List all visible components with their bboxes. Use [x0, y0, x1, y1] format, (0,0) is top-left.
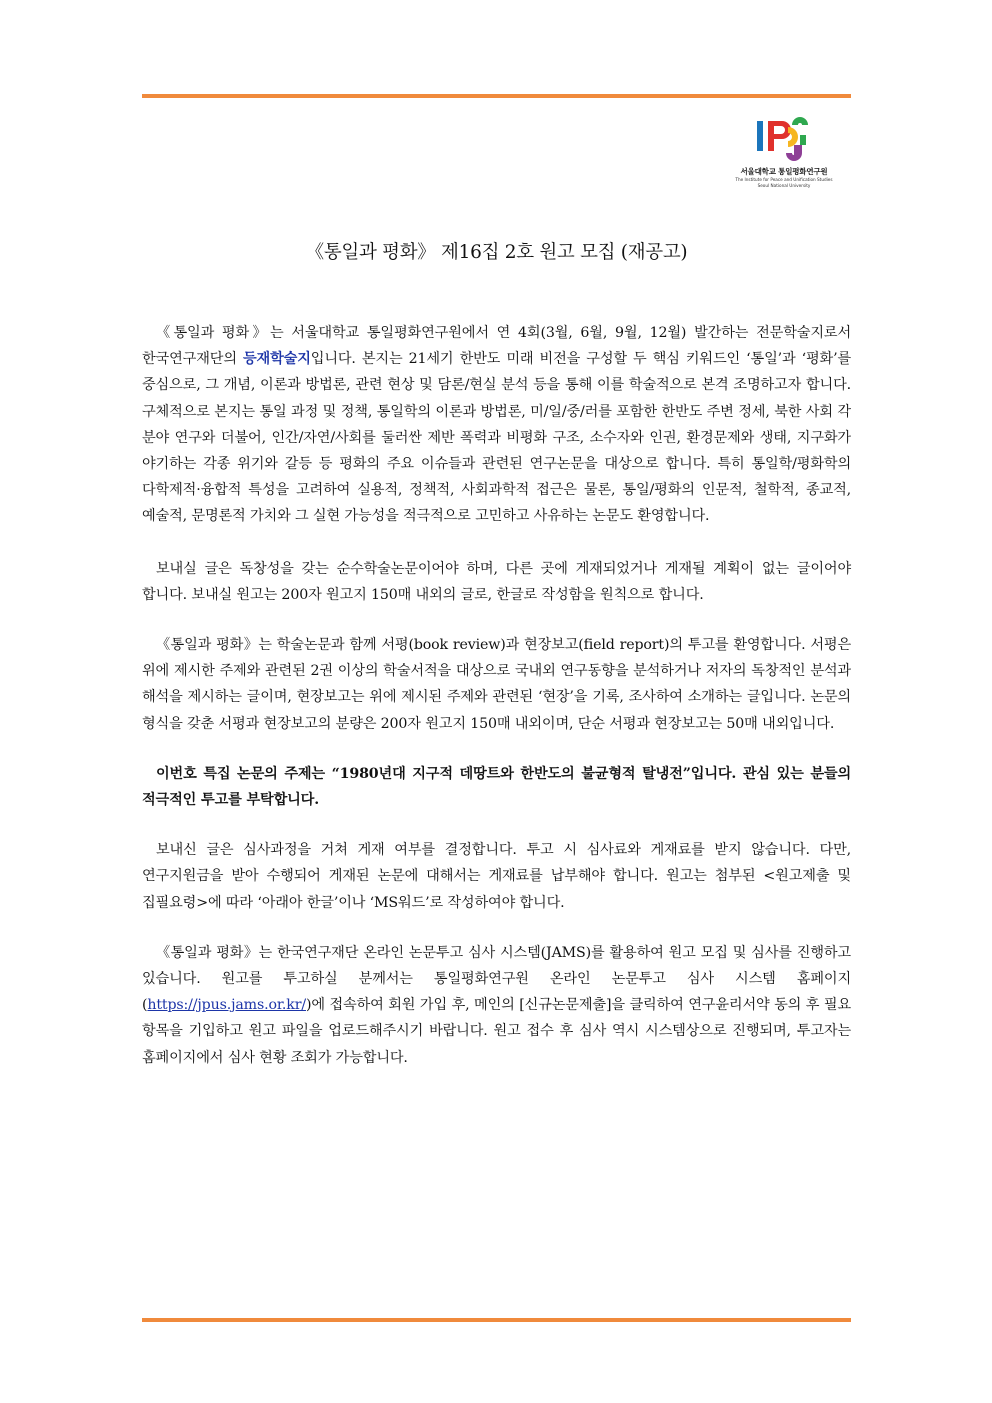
university-name-english: Seoul National University [757, 183, 811, 188]
paragraph-submission-requirements: 보내실 글은 독창성을 갖는 순수학술논문이어야 하며, 다른 곳에 게재되었거나 게재될 계획이 없는 글이어야 합니다. 보내실 원고는 200자 원고지 150매 내외의 글로, 한글로 작성함을 원칙으로 합니다. [142, 560, 851, 603]
paragraph-journal-intro [142, 320, 851, 530]
bottom-divider [142, 1318, 851, 1322]
paragraph-text: 입니다. 본지는 21세기 한반도 미래 비전을 구성할 두 핵심 키워드인 ‘통일’과 ‘평화’를 중심으로, 그 개념, 이론과 방법론, 관련 현상 및 담론/현실 분석 등을 통해 이를 학술적으로 본격 조명하고자 합니다. 구체적으로 본지는 통일 과정 및 정책, 통일학의 이론과 방법론, 미/일/중/러를 포함한 한반도 주변 정세, 북한 사회 각 분야 연구와 더불어, 인간/자연/사회를 둘러싼 제반 폭력과 비평화 구조, 소수자와 인권, 환경문제와 생태, 지구화가 야기하는 각종 위기와 갈등 등 평화의 주요 이슈들과 관련된 연구논문을 대상으로 합니다. 특히 통일학/평화학의 다학제적·융합적 특성을 고려하여 실용적, 정책적, 사회과학적 접근은 물론, 통일/평화의 인문적, 철학적, 종교적, 예술적, 문명론적 가치와 그 실현 가능성을 적극적으로 고민하고 사유하는 논문도 환영합니다. [142, 351, 852, 525]
paragraph-text: 《통일과 평화》는 한국연구재단 온라인 논문투고 심사 시스템(JAMS)를 활용하여 원고 모집 및 심사를 진행하고 있습니다. 원고를 투고하실 분께서는 통일평화연구원 온라인 논문투고 심사 시스템 홈페이지( [142, 944, 851, 1014]
institute-name-english: The Institute for Peace and Unification Studies [735, 177, 833, 182]
ipus-logo-icon [754, 117, 814, 163]
paragraph-reviews-reports: 《통일과 평화》는 학술논문과 함께 서평(book review)과 현장보고(field report)의 투고를 환영합니다. 서평은 위에 제시한 주제와 관련된 2권 이상의 학술서적을 대상으로 국내외 연구동향을 분석하거나 저자의 독창적인 분석과 해석을 제시하는 글이며, 현장보고는 위에 제시된 주제와 관련된 ‘현장’을 기록, 조사하여 소개하는 글입니다. 논문의 형식을 갖춘 서평과 현장보고의 분량은 200자 원고지 150매 내외이며, 단순 서평과 현장보고는 50매 내외입니다. [142, 637, 851, 732]
paragraph-text: )에 접속하여 회원 가입 후, 메인의 [신규논문제출]을 클릭하여 연구윤리서약 동의 후 필요 항목을 기입하고 원고 파일을 업로드해주시기 바랍니다. 원고 접수 후 심사 역시 시스템상으로 진행되며, 투고자는 홈페이지에서 심사 현황 조회가 가능합니다. [142, 997, 851, 1066]
paragraph-text: 《통일과 평화》는 서울대학교 통일평화연구원에서 연 4회(3월, 6월, 9월, 12월) 발간하는 전문학술지로서 한국연구재단의 [142, 325, 851, 368]
document-body [142, 320, 851, 1095]
institute-logo [724, 117, 844, 189]
highlighted-term: 등재학술지 [242, 351, 311, 368]
paragraph-review-process: 보내신 글은 심사과정을 거쳐 게재 여부를 결정합니다. 투고 시 심사료와 게재료를 받지 않습니다. 다만, 연구지원금을 받아 수행되어 게재된 논문에 대해서는 게재료를 납부해야 합니다. 원고는 첨부된 <원고제출 및 집필요령>에 따라 ‘아래아 한글’이나 ‘MS워드’로 작성하여야 합니다. [142, 842, 851, 911]
top-divider [142, 94, 851, 98]
paragraph-online-submission [142, 940, 851, 1071]
institute-name-korean: 서울대학교 통일평화연구원 [740, 167, 828, 176]
jams-homepage-link[interactable]: https://jpus.jams.or.kr/ [147, 997, 306, 1014]
paragraph-special-issue-theme: 이번호 특집 논문의 주제는 “1980년대 지구적 데땅트와 한반도의 불균형적 탈냉전”입니다. 관심 있는 분들의 적극적인 투고를 부탁합니다. [142, 765, 851, 809]
page-title: 《통일과 평화》 제16집 2호 원고 모집 (재공고) [305, 242, 688, 263]
